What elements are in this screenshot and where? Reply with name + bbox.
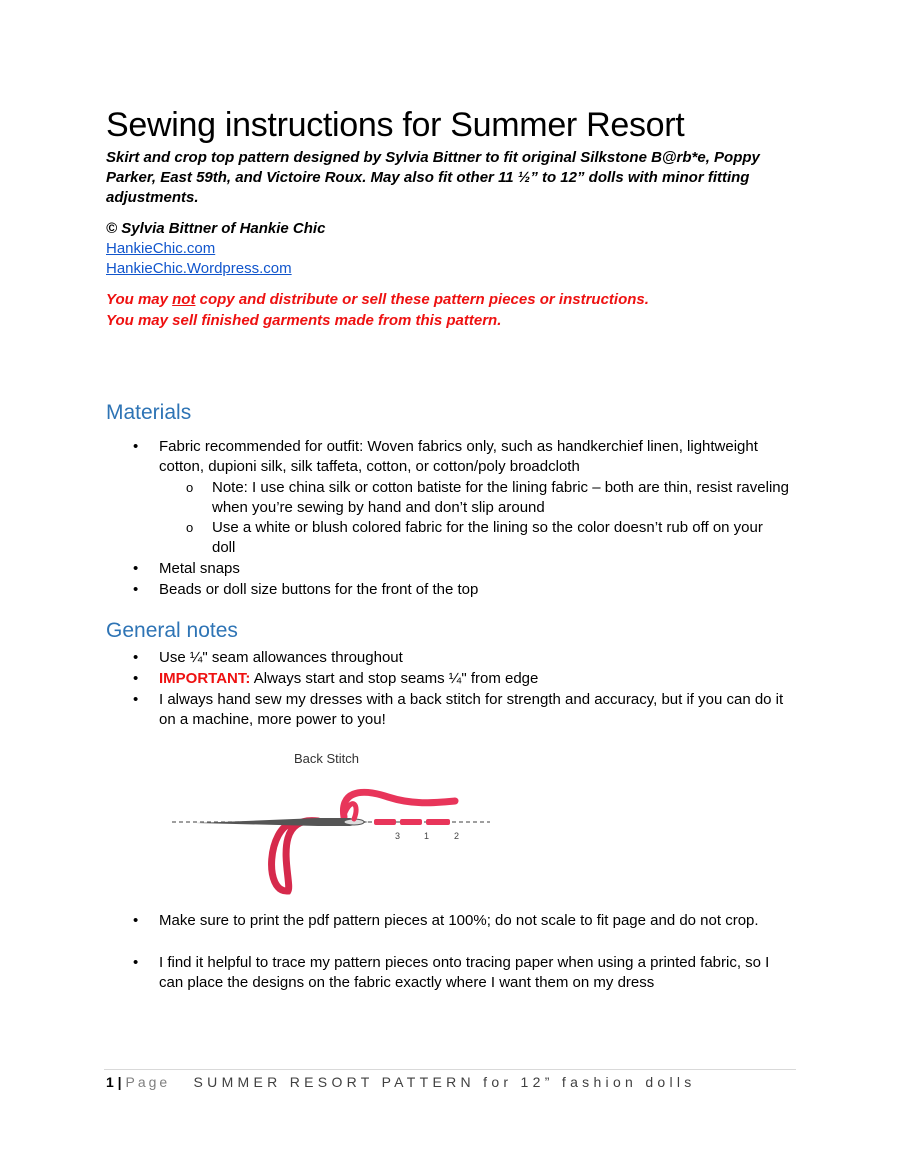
stitch-3 (374, 819, 396, 825)
list-item-text: Beads or doll size buttons for the front of the top (159, 581, 479, 598)
list-item (133, 669, 789, 689)
list-item (133, 911, 789, 931)
list-item-text: Fabric recommended for outfit: Woven fabrics only, such as handkerchief linen, lightweight cotton, dupioni silk, silk taffeta, cotton, or cotton/poly broadcloth (159, 438, 758, 475)
list-item-text: Use ¼" seam allowances throughout (159, 649, 403, 666)
list-item (133, 953, 789, 993)
footer-separator: | (113, 1074, 126, 1090)
list-item-text: I find it helpful to trace my pattern pieces onto tracing paper when using a printed fabric, so I can place the designs on the fabric exactly where I want them on my dress (159, 954, 770, 991)
needle (196, 818, 368, 826)
list-item-text: I always hand sew my dresses with a back stitch for strength and accuracy, but if you can do it on a machine, more power to you! (159, 691, 784, 728)
list-item (133, 648, 789, 668)
copy-warning (106, 290, 649, 310)
stitch-number-3: 3 (395, 831, 401, 841)
list-subitem-text: Note: I use china silk or cotton batiste for the lining fabric – both are thin, resist raveling when you’re sewing by hand and don’t slip around (212, 479, 789, 516)
list-subitem (186, 518, 790, 558)
bullet-icon: • (133, 649, 139, 666)
page-word: Page (125, 1074, 171, 1090)
copy-warning-emphasis: not (172, 291, 196, 308)
page-title: Sewing instructions for Summer Resort (106, 106, 685, 144)
bullet-icon: • (133, 954, 139, 971)
list-item (133, 580, 789, 600)
link-hankiechic-wordpress[interactable]: HankieChic.Wordpress.com (106, 260, 292, 277)
stitch-number-1: 1 (424, 831, 430, 841)
circle-bullet-icon: o (186, 520, 194, 535)
list-item-text: Metal snaps (159, 560, 240, 577)
bullet-icon: • (133, 581, 139, 598)
bullet-icon: • (133, 670, 139, 687)
stitch-2 (426, 819, 450, 825)
sell-notice: You may sell finished garments made from this pattern. (106, 312, 502, 329)
link-hankiechic[interactable]: HankieChic.com (106, 240, 216, 257)
footer-divider (104, 1069, 796, 1070)
stitch-1 (400, 819, 422, 825)
copy-warning-start: You may (106, 291, 173, 308)
general-notes-heading: General notes (106, 619, 238, 642)
list-item (133, 437, 789, 477)
back-stitch-illustration (168, 745, 498, 905)
copyright-line: © Sylvia Bittner of Hankie Chic (106, 220, 326, 237)
page-number: 1 (106, 1074, 114, 1090)
thread-loop (272, 821, 318, 891)
page-footer (106, 1074, 696, 1090)
bullet-icon: • (133, 438, 139, 455)
bullet-icon: • (133, 691, 139, 708)
materials-heading: Materials (106, 401, 192, 424)
list-item (133, 559, 789, 579)
list-item-text: Make sure to print the pdf pattern pieces at 100%; do not scale to fit page and do not crop. (159, 912, 759, 929)
list-subitem (186, 478, 790, 518)
bullet-icon: • (133, 912, 139, 929)
bullet-icon: • (133, 560, 139, 577)
footer-text: SUMMER RESORT PATTERN for 12” fashion dolls (193, 1074, 696, 1090)
subtitle: Skirt and crop top pattern designed by Sylvia Bittner to fit original Silkstone B@rb*e, Poppy Parker, East 59th, and Victoire Roux. May also fit other 11 ½” to 12” dolls with minor fitting adjustments. (106, 149, 760, 206)
copy-warning-end: copy and distribute or sell these pattern pieces or instructions. (195, 291, 649, 308)
list-item-text: Always start and stop seams ¼" from edge (250, 670, 539, 687)
list-item (133, 690, 789, 730)
stitch-number-2: 2 (454, 831, 460, 841)
circle-bullet-icon: o (186, 480, 194, 495)
list-subitem-text: Use a white or blush colored fabric for the lining so the color doesn’t rub off on your doll (212, 519, 763, 556)
important-label: IMPORTANT: (159, 670, 251, 687)
thread-tail (343, 792, 455, 817)
figure-label: Back Stitch (294, 751, 360, 766)
